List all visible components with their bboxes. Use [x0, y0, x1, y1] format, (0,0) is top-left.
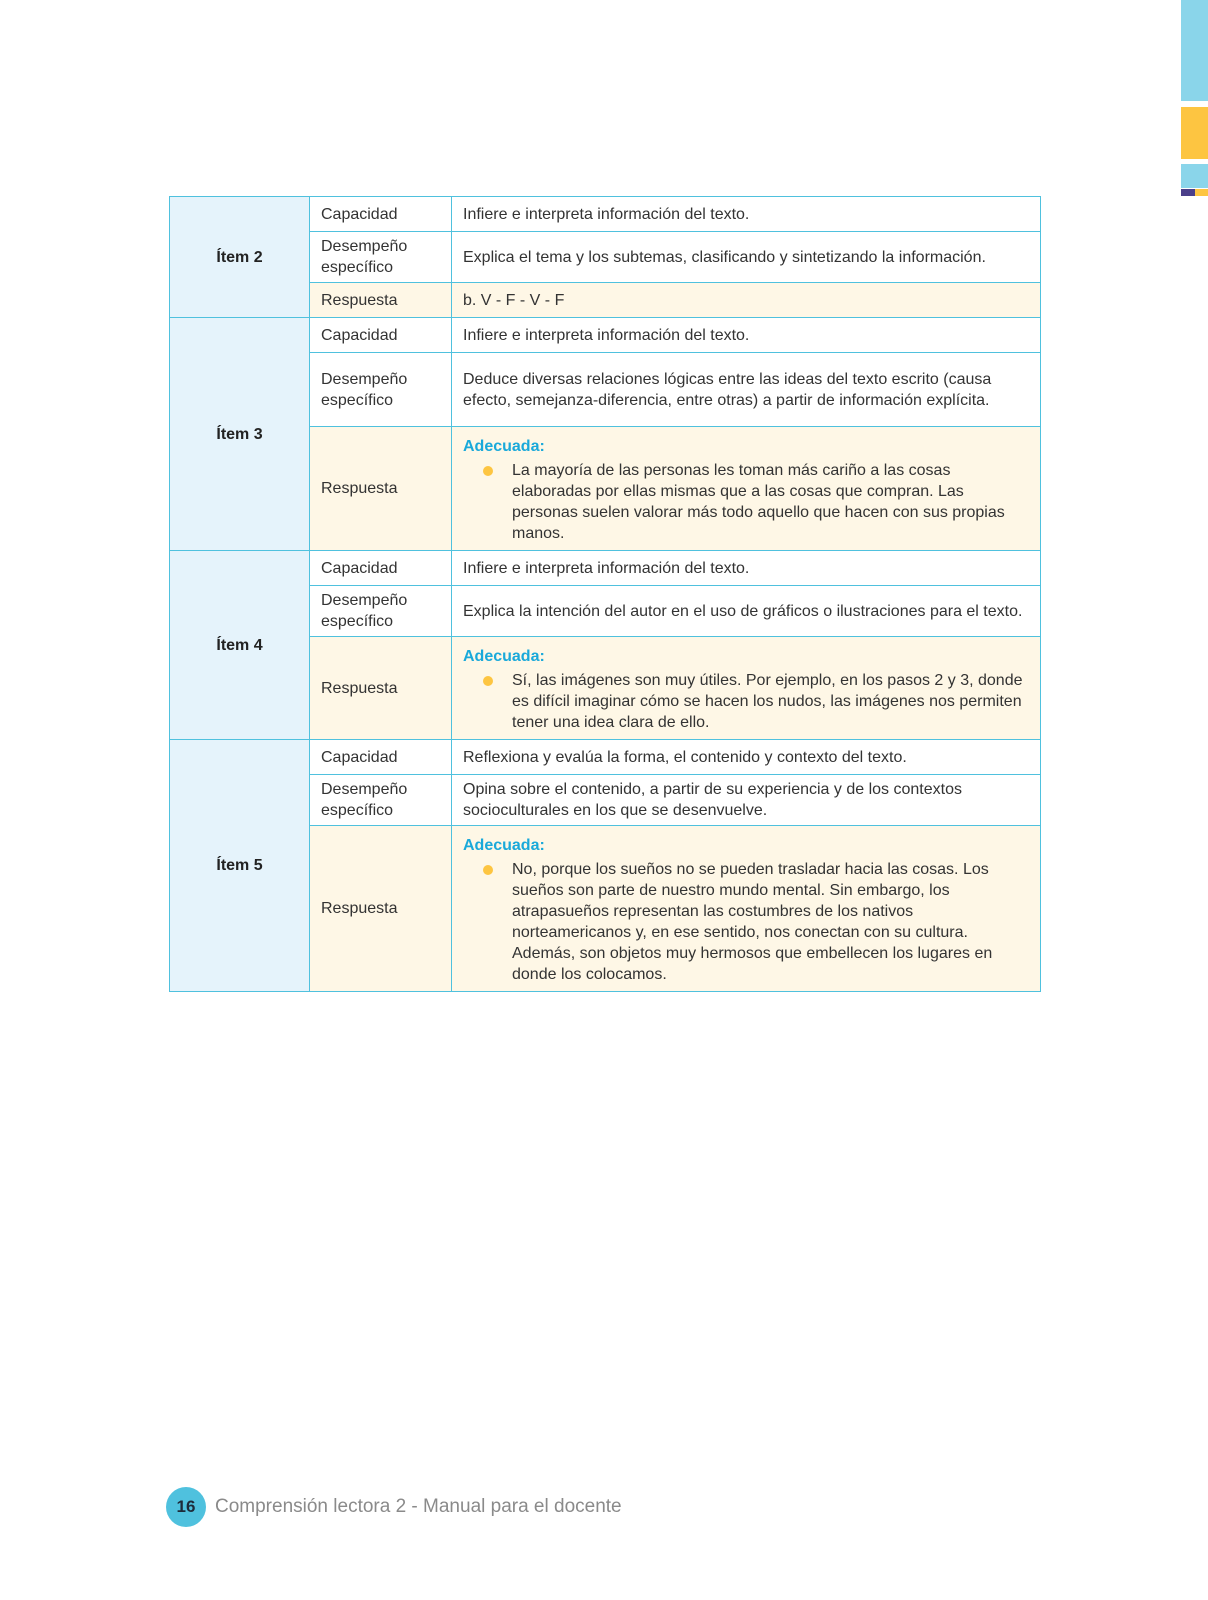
rubric-table	[169, 196, 1041, 992]
respuesta-value: b. V - F - V - F	[452, 283, 1041, 318]
capacidad-label: Capacidad	[310, 197, 452, 232]
respuesta-label: Respuesta	[310, 637, 452, 740]
respuesta-cell	[452, 637, 1041, 740]
answer-bullet	[463, 859, 1029, 985]
table-row	[170, 197, 1041, 232]
capacidad-value: Infiere e interpreta información del texto.	[452, 197, 1041, 232]
capacidad-label: Capacidad	[310, 551, 452, 586]
item-label: Ítem 5	[170, 740, 310, 992]
desempeno-label: Desempeño específico	[310, 775, 452, 826]
page-footer	[166, 1487, 622, 1527]
decorative-strip-blue	[1181, 0, 1208, 101]
decorative-block-purple	[1181, 189, 1195, 196]
answer-bullet	[463, 670, 1029, 733]
capacidad-label: Capacidad	[310, 740, 452, 775]
desempeno-label: Desempeño específico	[310, 586, 452, 637]
table-row	[170, 551, 1041, 586]
desempeno-value: Explica la intención del autor en el uso de gráficos o ilustraciones para el texto.	[452, 586, 1041, 637]
adecuada-label: Adecuada:	[463, 438, 545, 455]
capacidad-value: Infiere e interpreta información del texto.	[452, 551, 1041, 586]
respuesta-label: Respuesta	[310, 283, 452, 318]
bullet-dot-icon	[483, 466, 493, 476]
item-label: Ítem 2	[170, 197, 310, 318]
capacidad-label: Capacidad	[310, 318, 452, 353]
page-number-badge: 16	[166, 1487, 206, 1527]
item-label: Ítem 4	[170, 551, 310, 740]
footer-title: Comprensión lectora 2 - Manual para el docente	[215, 1496, 622, 1517]
table-row	[170, 740, 1041, 775]
desempeno-value: Explica el tema y los subtemas, clasificando y sintetizando la información.	[452, 232, 1041, 283]
bullet-dot-icon	[483, 676, 493, 686]
decorative-strip-blue-lower	[1181, 164, 1208, 188]
respuesta-label: Respuesta	[310, 826, 452, 992]
bullet-dot-icon	[483, 865, 493, 875]
answer-text: No, porque los sueños no se pueden trasladar hacia las cosas. Los sueños son parte de nuestro mundo mental. Sin embargo, los atrapasueños representan las costumbres de los nativos norteamericanos y, en ese sentido, nos conectan con su cultura. Además, son objetos muy hermosos que embellecen los lugares en donde los colocamos.	[512, 861, 993, 983]
desempeno-value: Deduce diversas relaciones lógicas entre las ideas del texto escrito (causa efecto, semejanza-diferencia, entre otras) a partir de información explícita.	[452, 353, 1041, 427]
desempeno-label: Desempeño específico	[310, 232, 452, 283]
capacidad-value: Reflexiona y evalúa la forma, el contenido y contexto del texto.	[452, 740, 1041, 775]
decorative-block-yellow	[1195, 189, 1208, 196]
desempeno-value: Opina sobre el contenido, a partir de su experiencia y de los contextos socioculturales en los que se desenvuelve.	[452, 775, 1041, 826]
answer-text: La mayoría de las personas les toman más cariño a las cosas elaboradas por ellas mismas que a las cosas que compran. Las personas suelen valorar más todo aquello que hacen con sus propias manos.	[512, 462, 1005, 542]
item-label: Ítem 3	[170, 318, 310, 551]
adecuada-label: Adecuada:	[463, 648, 545, 665]
answer-bullet	[463, 460, 1029, 544]
adecuada-label: Adecuada:	[463, 837, 545, 854]
respuesta-cell	[452, 826, 1041, 992]
decorative-strip-yellow	[1181, 107, 1208, 159]
capacidad-value: Infiere e interpreta información del texto.	[452, 318, 1041, 353]
table-row	[170, 318, 1041, 353]
respuesta-label: Respuesta	[310, 427, 452, 551]
respuesta-cell	[452, 427, 1041, 551]
answer-text: Sí, las imágenes son muy útiles. Por ejemplo, en los pasos 2 y 3, donde es difícil imaginar cómo se hacen los nudos, las imágenes nos permiten tener una idea clara de ello.	[512, 672, 1023, 731]
desempeno-label: Desempeño específico	[310, 353, 452, 427]
